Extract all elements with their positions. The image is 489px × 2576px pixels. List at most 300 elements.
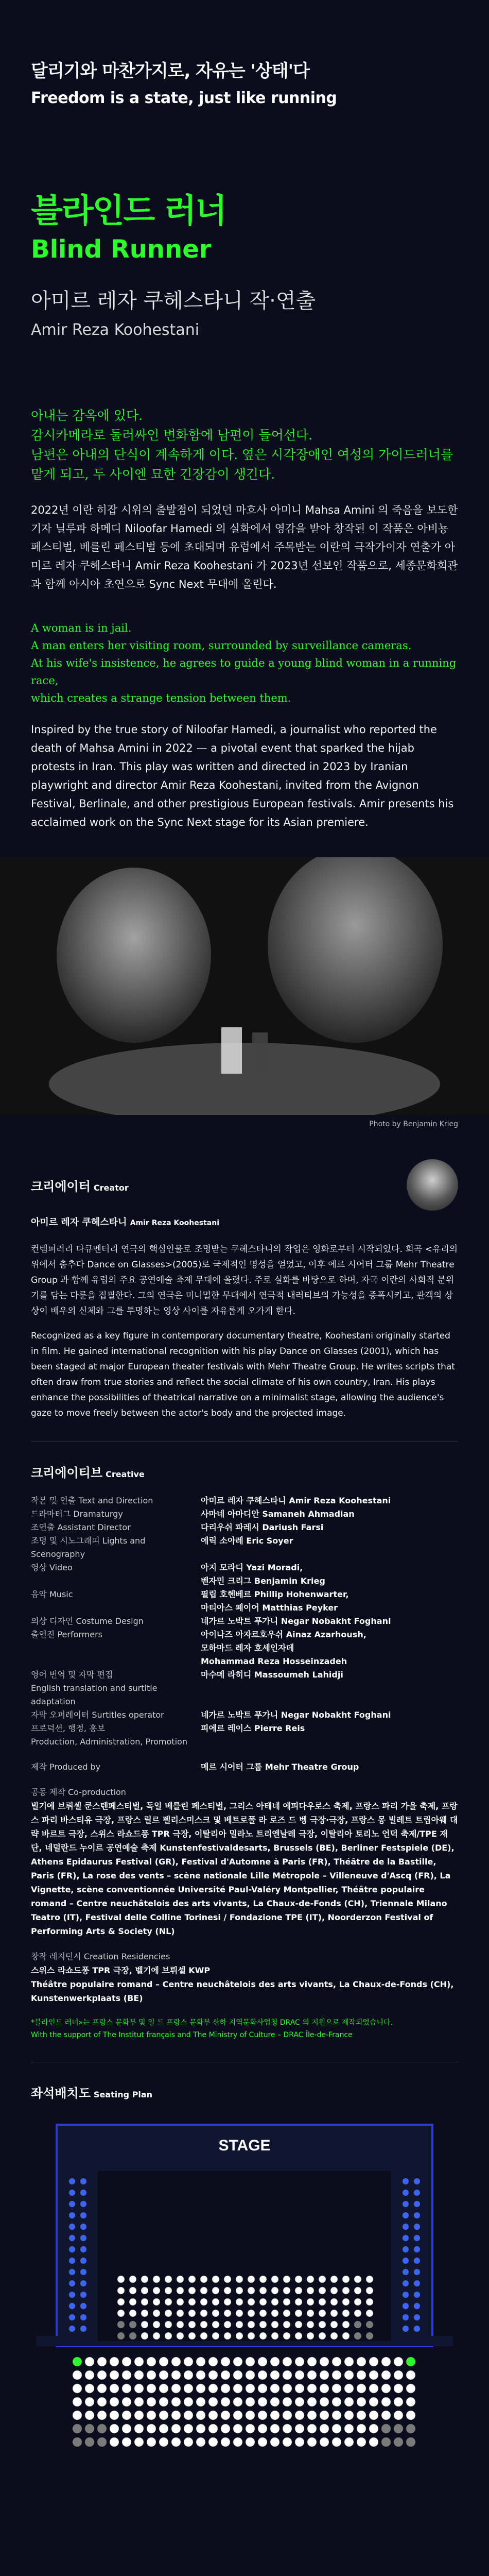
seat [342, 2276, 350, 2283]
seat [406, 2370, 415, 2380]
seat [332, 2370, 341, 2380]
seat [80, 2269, 86, 2275]
seat [85, 2384, 94, 2393]
seat [248, 2310, 255, 2317]
seat [69, 2269, 75, 2275]
seat [208, 2357, 218, 2366]
seat [188, 2287, 196, 2294]
credit-row [31, 1494, 458, 1507]
title-ko: 블라인드 러너 [31, 192, 226, 230]
credit-people: 에릭 소아레 Eric Soyer [201, 1536, 293, 1546]
seat [414, 2178, 420, 2184]
seat [69, 2258, 75, 2264]
seat [403, 2224, 409, 2230]
credit-row [31, 1735, 458, 1749]
seat [369, 2397, 378, 2406]
seat [403, 2269, 409, 2275]
credit-people: 네가르 노박트 푸가니 Negar Nobakht Foghani [201, 1616, 391, 1626]
seat [200, 2310, 207, 2317]
seat [342, 2287, 350, 2294]
seat [147, 2437, 156, 2447]
seat [141, 2276, 148, 2283]
seat [233, 2424, 242, 2433]
seat [85, 2437, 94, 2447]
seat [357, 2357, 366, 2366]
credit-people: 아지 모라디 Yazi Moradi, [201, 1563, 303, 1572]
seat [394, 2384, 403, 2393]
seat [221, 2397, 230, 2406]
seat [110, 2384, 119, 2393]
seat [110, 2424, 119, 2433]
seat [307, 2357, 317, 2366]
seat [171, 2397, 181, 2406]
seat [188, 2310, 196, 2317]
seat [236, 2287, 243, 2294]
seat [147, 2384, 156, 2393]
seat [394, 2424, 403, 2433]
intro-ko [0, 406, 489, 594]
seat [258, 2357, 267, 2366]
credit-row [31, 1507, 458, 1521]
seat [233, 2437, 242, 2447]
seat [221, 2357, 230, 2366]
seat [295, 2437, 304, 2447]
seat [224, 2287, 231, 2294]
copro-text: 빌기에 브뤼셀 쿤스텐페스티벌, 독일 베를린 페스티벌, 그리스 아테네 에피다우로스 축제, 프랑스 파리 가을 축제, 프랑스 파리 바스티유 극장, 프랑스 릴르 펠리스미스크 및 베트로폴 라 로즈 드 벵 극장·극장, 프랑스 몽 빌레트 트립아웨 대략 바르트 극장, 스위스 라쇼드퐁 TPR 극장, 이탈리아 밀라노 트리엔날레 극장, 이탈리아 토리노 언덕 축제/TPE 재단, 네덜란드 누이르 공연예술 축제 Kunstenfestivaldesarts, Brussels (BE), Berliner Festspiele (DE), Athens Epidaurus Festival (GR), Festival d'Automne à Paris (FR), Théâtre de la Bastille, Paris (FR), La rose des vents – scène nationale Lille Métropole – Villeneuve d'Ascq (FR), La Vignette, scène conventionnée Université Paul-Valéry Montpellier, Théâtre populaire romand – Centre neuchâtelois des arts vivants, La Chaux-de-Fonds (CH), Triennale Milano Teatro (IT), Festival delle Colline Torinesi / Fondazione TPE (IT), Noorderzon Festival of Performing Arts & Society (NL) [31, 1801, 458, 1936]
seat [283, 2332, 290, 2340]
credit-people: Mohammad Reza Hosseinzadeh [201, 1656, 347, 1666]
seat [295, 2411, 304, 2420]
seat [80, 2303, 86, 2309]
residency-block [31, 1950, 458, 2005]
seat [221, 2411, 230, 2420]
seat [330, 2321, 338, 2328]
seat [307, 2321, 314, 2328]
seat [122, 2424, 131, 2433]
seat [406, 2424, 415, 2433]
seat [295, 2287, 302, 2294]
seat [110, 2437, 119, 2447]
seat [354, 2287, 361, 2294]
seat [354, 2298, 361, 2306]
seat [381, 2411, 391, 2420]
seat [258, 2424, 267, 2433]
seat [221, 2437, 230, 2447]
seat [200, 2321, 207, 2328]
seat [80, 2292, 86, 2298]
seat [212, 2298, 219, 2306]
intro-ko-poem [31, 406, 458, 484]
seat [258, 2384, 267, 2393]
seat [177, 2298, 184, 2306]
seat [69, 2326, 75, 2332]
seat [188, 2276, 196, 2283]
seat [122, 2357, 131, 2366]
seat [97, 2384, 107, 2393]
seat [295, 2276, 302, 2283]
credit-row [31, 1722, 458, 1735]
seat [295, 2397, 304, 2406]
credit-role: 조연출 Assistant Director [31, 1522, 131, 1532]
seat [184, 2424, 193, 2433]
seat [271, 2332, 278, 2340]
seat [165, 2310, 172, 2317]
seat [320, 2397, 329, 2406]
seat [208, 2370, 218, 2380]
credit-people: 네가르 노박트 푸가니 Negar Nobakht Foghani [201, 1710, 391, 1720]
production-photo [0, 857, 489, 1115]
seat [406, 2437, 415, 2447]
seat [369, 2357, 378, 2366]
seat [406, 2384, 415, 2393]
seat [177, 2276, 184, 2283]
seat [283, 2357, 292, 2366]
stage-photo-illustration [0, 857, 489, 1115]
seat [259, 2298, 267, 2306]
seat [236, 2298, 243, 2306]
seat [320, 2384, 329, 2393]
creator-bio-ko: 컨템퍼러리 다큐멘터리 연극의 핵심인물로 조명받는 쿠헤스타니의 작업은 영화로부터 시작되었다. 희곡 <유리의 위에서 춤추다 Dance on Glasses>(2005)로 국제적인 명성을 얻었고, 이후 에르 시어터 그룹 Mehr Theatre Group 과 함께 유럽의 주요 공연예술 축제 무대에 올렸다. 주로 실화를 바탕으로 하며, 자국 이란의 사회적 분위기를 담는 다룬을 집필한다. 그의 연극은 미니멀한 무대에서 연극적 내러티브의 가능성을 증폭시키고, 관객의 상상이 배우의 신체와 그를 투명하는 영상 사이를 자유롭게 오가게 한다. [31, 1244, 458, 1316]
seat [212, 2310, 219, 2317]
seat [248, 2298, 255, 2306]
seat [320, 2424, 329, 2433]
seat [110, 2370, 119, 2380]
seat [357, 2411, 366, 2420]
seat [246, 2411, 255, 2420]
seat [414, 2326, 420, 2332]
seat [208, 2397, 218, 2406]
poem-line: A woman is in jail. [31, 622, 132, 634]
seat [403, 2212, 409, 2218]
seat [403, 2178, 409, 2184]
seat [147, 2357, 156, 2366]
seat [200, 2332, 207, 2340]
seat [147, 2424, 156, 2433]
seat [248, 2321, 255, 2328]
seat [307, 2411, 317, 2420]
seat [141, 2321, 148, 2328]
seat [134, 2424, 144, 2433]
seat [319, 2310, 326, 2317]
seat [366, 2276, 373, 2283]
seat [258, 2397, 267, 2406]
author-en: Amir Reza Koohestani [31, 321, 200, 339]
seat [129, 2321, 136, 2328]
seat [357, 2370, 366, 2380]
seat [307, 2276, 314, 2283]
seat [270, 2357, 280, 2366]
seat [134, 2397, 144, 2406]
seat [80, 2201, 86, 2207]
seat [224, 2276, 231, 2283]
seat [80, 2326, 86, 2332]
seat [85, 2411, 94, 2420]
creative-section [0, 1463, 489, 2041]
seat [381, 2384, 391, 2393]
intro-en-poem [31, 619, 458, 707]
seat [271, 2298, 278, 2306]
seat [246, 2357, 255, 2366]
seat [271, 2310, 278, 2317]
tagline-ko: 달리기와 마찬가지로, 자유는 '상태'다 [31, 61, 309, 81]
creator-bio-en: Recognized as a key figure in contemporary documentary theatre, Koohestani originally started in film. He gained international recognition with his play Dance on Glasses (2001), which has been staged at major European theater festivals with Mehr Theatre Group. He writes scripts that often draw from true stories and reflect the social climate of his own country, Iran. His plays enhance the possibilities of theatrical narrative on a minimalist stage, allowing the audience's gaze to move freely between the actor's body and the projected image. [31, 1331, 455, 1418]
seat [283, 2321, 290, 2328]
credit-people: 벤자민 크리그 Benjamin Krieg [201, 1576, 325, 1586]
seat [221, 2424, 230, 2433]
seat [80, 2258, 86, 2264]
seat [248, 2287, 255, 2294]
seat [320, 2357, 329, 2366]
seat [283, 2287, 290, 2294]
credit-row [31, 1628, 458, 1641]
seat [307, 2384, 317, 2393]
seating-section [0, 2083, 489, 2101]
seat [134, 2357, 144, 2366]
seat-map [26, 2114, 463, 2576]
poem-line: 감시카메라로 둘러싸인 변화함에 남편이 들어선다. [31, 428, 312, 443]
poem-line: 남편은 아내의 단식이 계속하게 이다. 옆은 시각장애인 여성의 가이드러너를 [31, 447, 453, 462]
seat [80, 2178, 86, 2184]
seat [414, 2246, 420, 2252]
seat [330, 2332, 338, 2340]
seat [414, 2292, 420, 2298]
seat [69, 2314, 75, 2320]
creator-portrait [407, 1159, 458, 1211]
seat [357, 2397, 366, 2406]
seat [381, 2397, 391, 2406]
seat [283, 2298, 290, 2306]
credit-role [31, 1574, 201, 1588]
seat [236, 2321, 243, 2328]
seat [196, 2397, 205, 2406]
seat [259, 2276, 267, 2283]
seat [369, 2370, 378, 2380]
seat [414, 2224, 420, 2230]
seat [344, 2397, 354, 2406]
seat [80, 2235, 86, 2241]
seat [188, 2298, 196, 2306]
seat [295, 2384, 304, 2393]
credit-people: 모하마드 레자 호세인자데 [201, 1643, 294, 1653]
seat [394, 2370, 403, 2380]
poem-line: which creates a strange tension between them. [31, 692, 291, 704]
credit-row [31, 1601, 458, 1615]
seat [307, 2437, 317, 2447]
seat [122, 2411, 131, 2420]
seat [283, 2370, 292, 2380]
seat [200, 2298, 207, 2306]
seat [69, 2178, 75, 2184]
credit-role: Production, Administration, Promotion [31, 1737, 187, 1747]
credit-people: 피에르 레이스 Pierre Reis [201, 1723, 305, 1733]
seat [208, 2411, 218, 2420]
credit-people: 사마네 아마디안 Samaneh Ahmadian [201, 1509, 355, 1519]
creator-heading: 크리에이터 Creator [31, 1179, 129, 1194]
seat [184, 2437, 193, 2447]
seat [259, 2310, 267, 2317]
seat [147, 2370, 156, 2380]
seat [295, 2357, 304, 2366]
credit-people: 필립 호헨베르 Phillip Hohenwarter, [201, 1589, 349, 1599]
seat [394, 2437, 403, 2447]
seat [342, 2332, 350, 2340]
seat [221, 2370, 230, 2380]
credit-role: 의상 디자인 Costume Design [31, 1616, 144, 1626]
seat [403, 2292, 409, 2298]
seat [270, 2437, 280, 2447]
seat [270, 2397, 280, 2406]
seat [403, 2246, 409, 2252]
credit-people: 마수메 라히디 Massoumeh Lahidji [201, 1670, 343, 1680]
seat [332, 2411, 341, 2420]
credit-role: 음악 Music [31, 1589, 73, 1599]
seat [97, 2411, 107, 2420]
seat [414, 2314, 420, 2320]
seat [283, 2276, 290, 2283]
seat [165, 2298, 172, 2306]
seat [69, 2190, 75, 2196]
credit-people: 아미르 레자 쿠헤스타니 Amir Reza Koohestani [201, 1496, 391, 1505]
seat [153, 2287, 160, 2294]
seat [344, 2411, 354, 2420]
seat [403, 2326, 409, 2332]
seat [184, 2397, 193, 2406]
credit-row [31, 1641, 458, 1655]
support-ko: *블라인드 러너»는 프랑스 문화부 및 일 드 프랑스 문화부 산하 지역문화사업청 DRAC 의 지원으로 제작되었습니다. [31, 2019, 393, 2027]
seat [246, 2384, 255, 2393]
seat [258, 2411, 267, 2420]
credit-row [31, 1682, 458, 1708]
seat [129, 2287, 136, 2294]
seat [366, 2321, 373, 2328]
seat [233, 2357, 242, 2366]
seat [80, 2280, 86, 2286]
seat [159, 2384, 168, 2393]
seat [85, 2397, 94, 2406]
seat [258, 2370, 267, 2380]
seat [357, 2424, 366, 2433]
seat [381, 2424, 391, 2433]
copro-label: 공동 제작 Co-production [31, 1787, 126, 1797]
poem-line: 맡게 되고, 두 사이엔 묘한 긴장감이 생긴다. [31, 467, 275, 482]
credit-role: 조명 및 시노그래피 Lights and Scenography [31, 1536, 146, 1559]
seat [69, 2224, 75, 2230]
seat [381, 2437, 391, 2447]
poem-line: 아내는 감옥에 있다. [31, 408, 143, 423]
seat [184, 2357, 193, 2366]
seat [403, 2280, 409, 2286]
seat [159, 2357, 168, 2366]
stage-label: STAGE [218, 2137, 271, 2154]
seat [332, 2397, 341, 2406]
seat [212, 2276, 219, 2283]
credit-row [31, 1521, 458, 1534]
seat [233, 2411, 242, 2420]
seat [224, 2310, 231, 2317]
seat [129, 2332, 136, 2340]
seat [330, 2298, 338, 2306]
seat [97, 2437, 107, 2447]
seat [330, 2287, 338, 2294]
credit-people [201, 1682, 458, 1708]
credit-role [31, 1601, 201, 1615]
seat [307, 2370, 317, 2380]
seat [188, 2332, 196, 2340]
intro-ko-body: 2022년 이란 히잡 시위의 출발점이 되었던 마흐사 아미니 Mahsa Amini 의 죽음을 보도한 기자 닐루파 하메디 Niloofar Hamedi 의 실화에서 영감을 받아 창작된 이 작품은 아비뇽 페스티벌, 베를린 페스티벌 등에 초대되며 유럽에서 주목받는 이란의 극작가이자 연출가 아미르 레자 쿠헤스타니 Amir Reza Koohestani 가 2023년 선보인 작품으로, 세종문화회관과 함께 아시아 초연으로 Sync Next 무대에 올린다. [31, 504, 458, 590]
seat [122, 2384, 131, 2393]
seat [259, 2287, 267, 2294]
seat [129, 2276, 136, 2283]
seat [403, 2201, 409, 2207]
seat [171, 2437, 181, 2447]
seat [357, 2437, 366, 2447]
seat [403, 2303, 409, 2309]
seat [69, 2303, 75, 2309]
author-ko: 아미르 레자 쿠헤스타니 작·연출 [31, 289, 316, 313]
seat [344, 2370, 354, 2380]
seat [165, 2321, 172, 2328]
credit-row [31, 1708, 458, 1722]
seat [295, 2370, 304, 2380]
seat [224, 2332, 231, 2340]
credit-row [31, 1615, 458, 1628]
seat [184, 2384, 193, 2393]
seat [320, 2411, 329, 2420]
poem-line: At his wife's insistence, he agrees to guide a young blind woman in a running race, [31, 657, 457, 687]
seat [117, 2276, 125, 2283]
seat [165, 2276, 172, 2283]
seat [141, 2332, 148, 2340]
seat [117, 2298, 125, 2306]
seat [342, 2310, 350, 2317]
support-block [31, 2016, 458, 2041]
residency-ko: 스위스 라쇼드퐁 TPR 극장, 벨기에 브뤼셀 KWP [31, 1965, 211, 1975]
seat [332, 2437, 341, 2447]
seat [147, 2411, 156, 2420]
seat [307, 2298, 314, 2306]
credit-row [31, 1588, 458, 1601]
credit-role: 영상 Video [31, 1563, 73, 1572]
seat [342, 2298, 350, 2306]
seat [212, 2332, 219, 2340]
seat [171, 2411, 181, 2420]
seat [208, 2437, 218, 2447]
seat [295, 2321, 302, 2328]
credit-role [31, 1655, 201, 1668]
seat [354, 2276, 361, 2283]
seat [271, 2276, 278, 2283]
seat [246, 2424, 255, 2433]
seat [248, 2332, 255, 2340]
seat [97, 2424, 107, 2433]
seat [236, 2276, 243, 2283]
seat [394, 2357, 403, 2366]
seat [171, 2424, 181, 2433]
seat [188, 2321, 196, 2328]
seat [122, 2397, 131, 2406]
seat [117, 2310, 125, 2317]
seat [69, 2201, 75, 2207]
seat [354, 2310, 361, 2317]
seat [307, 2424, 317, 2433]
seat [330, 2310, 338, 2317]
seat [177, 2321, 184, 2328]
seat [80, 2190, 86, 2196]
credit-role: 영어 번역 및 자막 편집 [31, 1670, 113, 1680]
credit-role: 출연진 Performers [31, 1630, 103, 1639]
tagline-en: Freedom is a state, just like running [31, 89, 337, 107]
seat [80, 2224, 86, 2230]
